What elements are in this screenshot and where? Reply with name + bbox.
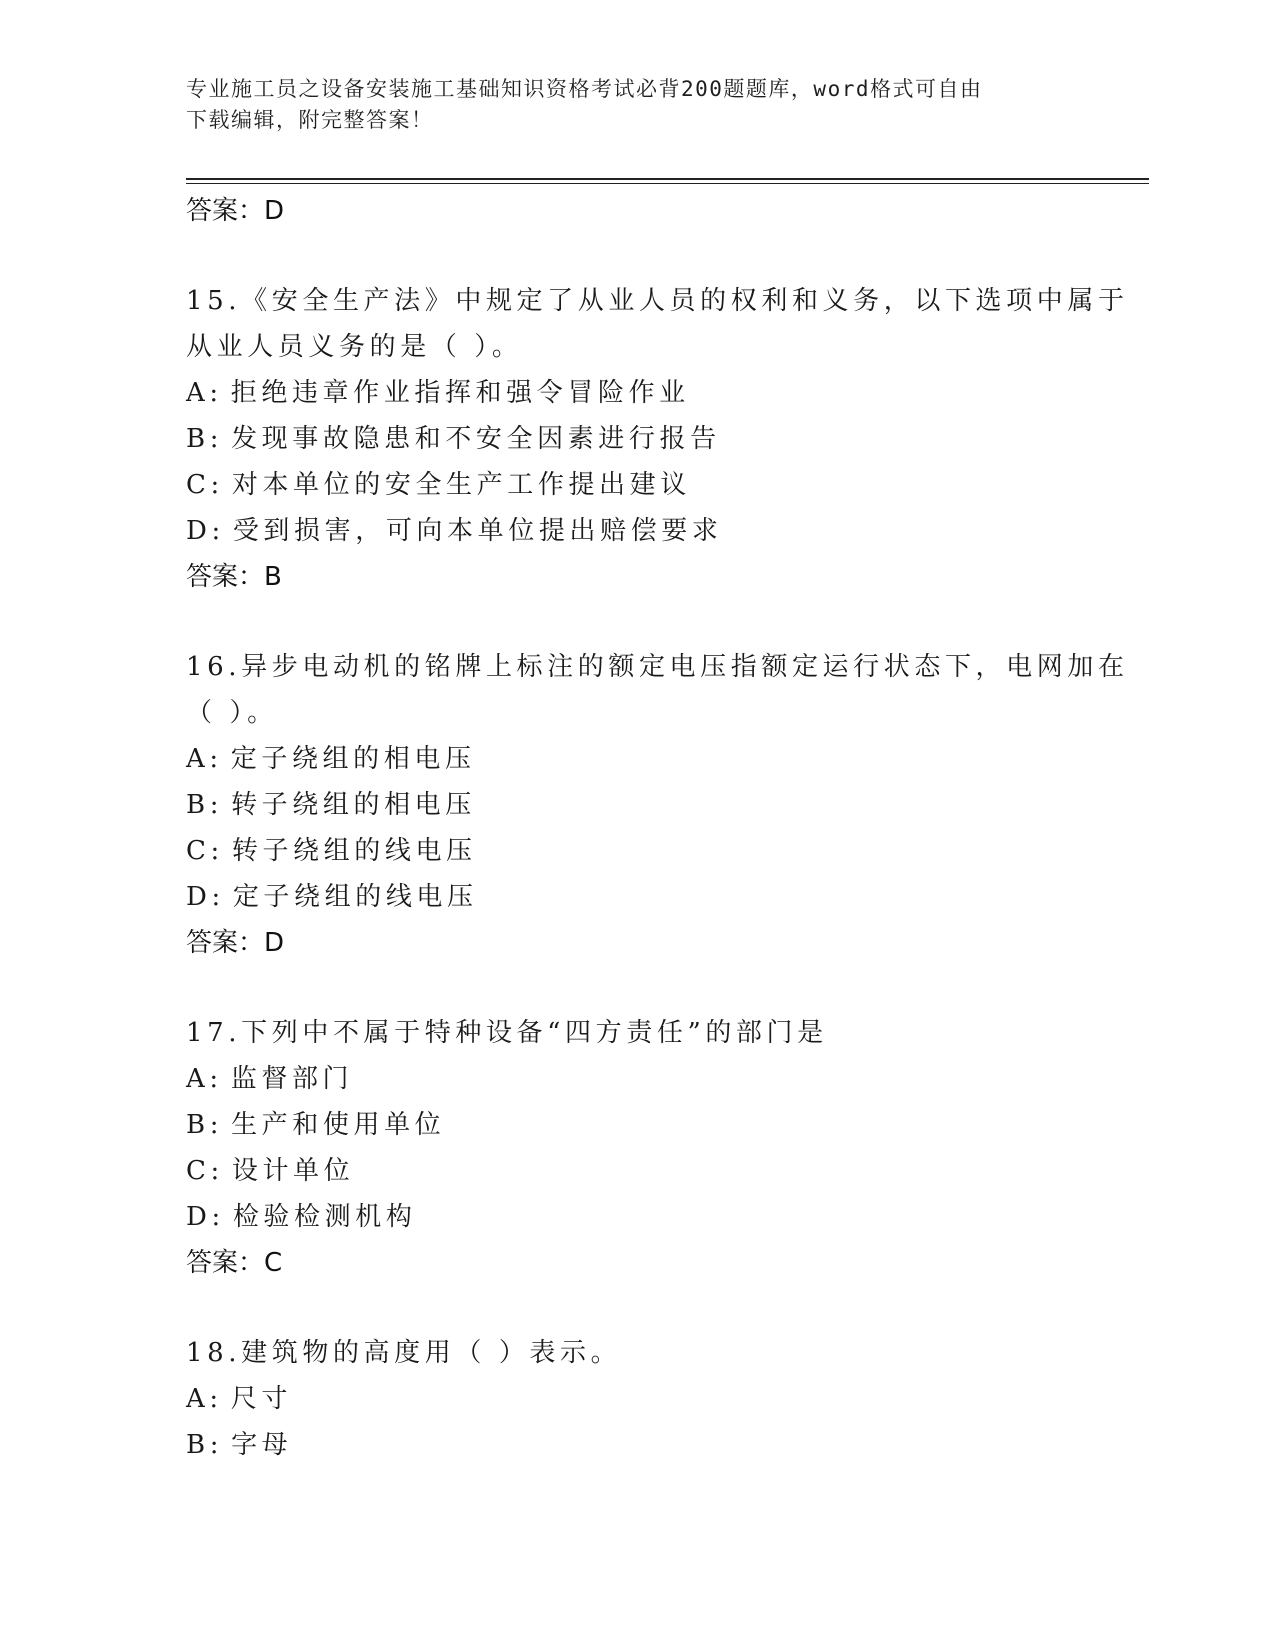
option-key: B: — [186, 1110, 224, 1140]
option-c — [186, 1148, 1086, 1194]
option-text: 定子绕组的线电压 — [232, 882, 478, 912]
option-a — [186, 1056, 1086, 1102]
header-divider-thick — [186, 178, 1149, 180]
option-text: 拒绝违章作业指挥和强令冒险作业 — [230, 378, 690, 408]
question-text — [186, 1330, 1086, 1376]
document-header — [186, 74, 1066, 136]
question-line: 15.《安全生产法》中规定了从业人员的权利和义务，以下选项中属于 — [186, 286, 1129, 316]
header-line-1: 专业施工员之设备安装施工基础知识资格考试必背200题题库，word格式可自由 — [186, 77, 983, 101]
option-d — [186, 508, 1086, 554]
option-text: 生产和使用单位 — [231, 1110, 446, 1140]
spacer — [186, 234, 1086, 278]
option-text: 发现事故隐患和不安全因素进行报告 — [231, 424, 721, 454]
header-line-2: 下载编辑，附完整答案！ — [186, 108, 434, 132]
question-block — [186, 1010, 1086, 1286]
option-key: A: — [186, 378, 223, 408]
question-line: 从业人员义务的是（ ）。 — [186, 332, 523, 362]
option-a — [186, 736, 1086, 782]
answer-line: 答案：B — [186, 562, 282, 592]
option-text: 设计单位 — [231, 1156, 355, 1186]
option-b — [186, 782, 1086, 828]
option-key: A: — [186, 1384, 223, 1414]
option-d — [186, 874, 1086, 920]
option-c — [186, 462, 1086, 508]
answer-line: 答案：D — [186, 196, 285, 226]
option-key: A: — [186, 744, 223, 774]
spacer — [186, 1286, 1086, 1330]
answer-line: 答案：D — [186, 928, 285, 958]
option-b — [186, 416, 1086, 462]
spacer — [186, 966, 1086, 1010]
option-text: 检验检测机构 — [232, 1202, 417, 1232]
option-text: 受到损害，可向本单位提出赔偿要求 — [232, 516, 723, 546]
option-text: 转子绕组的相电压 — [231, 790, 476, 820]
question-block — [186, 1330, 1086, 1468]
option-key: B: — [186, 790, 224, 820]
question-text — [186, 644, 1129, 736]
answer-line: 答案：C — [186, 1248, 283, 1278]
question-block — [186, 644, 1129, 966]
option-key: D: — [186, 516, 225, 546]
option-text: 监督部门 — [230, 1064, 354, 1094]
option-key: C: — [186, 836, 224, 866]
option-text: 对本单位的安全生产工作提出建议 — [231, 470, 691, 500]
option-text: 转子绕组的线电压 — [231, 836, 477, 866]
option-key: A: — [186, 1064, 223, 1094]
option-c — [186, 828, 1086, 874]
option-text: 尺寸 — [230, 1384, 292, 1414]
option-key: B: — [186, 424, 224, 454]
option-b — [186, 1422, 1086, 1468]
option-b — [186, 1102, 1086, 1148]
question-line: 17.下列中不属于特种设备“四方责任”的部门是 — [186, 1018, 828, 1048]
option-d — [186, 1194, 1086, 1240]
option-key: D: — [186, 1202, 225, 1232]
option-key: C: — [186, 1156, 224, 1186]
question-block — [186, 278, 1129, 600]
option-key: B: — [186, 1430, 224, 1460]
question-line: 18.建筑物的高度用（ ）表示。 — [186, 1338, 622, 1368]
question-line: （ ）。 — [186, 698, 278, 728]
header-divider-thin — [186, 183, 1149, 184]
question-list — [186, 188, 1129, 1468]
option-key: D: — [186, 882, 225, 912]
option-a — [186, 370, 1086, 416]
option-a — [186, 1376, 1086, 1422]
option-text: 字母 — [231, 1430, 293, 1460]
option-text: 定子绕组的相电压 — [230, 744, 476, 774]
question-text — [186, 278, 1129, 370]
question-text — [186, 1010, 1086, 1056]
option-key: C: — [186, 470, 224, 500]
spacer — [186, 600, 1086, 644]
question-line: 16.异步电动机的铭牌上标注的额定电压指额定运行状态下，电网加在 — [186, 652, 1129, 682]
